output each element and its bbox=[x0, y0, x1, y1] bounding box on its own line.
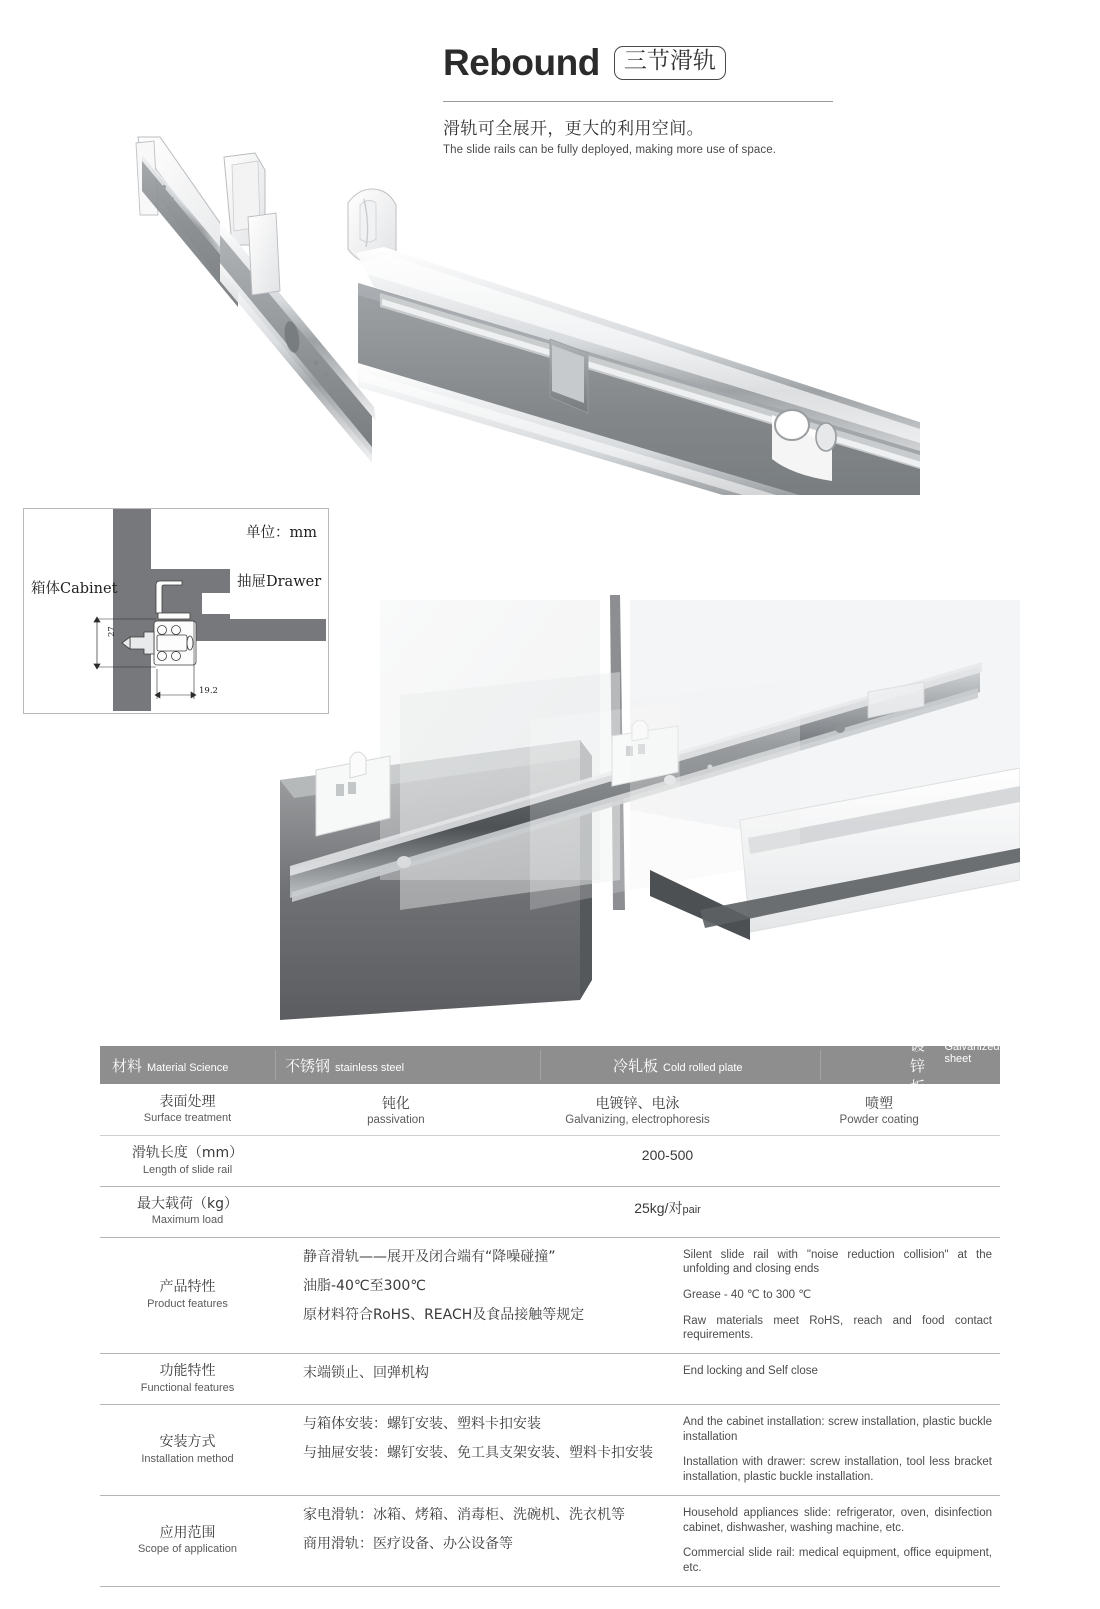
table-header-row bbox=[100, 1035, 1000, 1096]
feature-en-2: Grease - 40 ℃ to 300 ℃ bbox=[683, 1289, 812, 1302]
scope-of-application-cn bbox=[275, 1496, 675, 1586]
installation-photo bbox=[280, 580, 1020, 1020]
table-row bbox=[100, 1187, 1000, 1238]
surface-value-1: 钝化 passivation bbox=[367, 1096, 425, 1126]
install-cn-2: 与抽屉安装：螺钉安装、免工具支架安装、塑料卡扣安装 bbox=[303, 1445, 653, 1462]
specification-table bbox=[100, 1035, 1000, 1587]
table-row bbox=[100, 1354, 1000, 1405]
product-type-badge: 三节滑轨 bbox=[614, 46, 726, 79]
scope-en-2: Commercial slide rail: medical equipment, office equipment, etc. bbox=[683, 1547, 992, 1575]
surface-treatment-values bbox=[275, 1084, 1000, 1135]
header-galvanized-sheet: 镀锌板 Galvanized sheet bbox=[910, 1035, 1000, 1096]
scope-cn-1: 家电滑轨：冰箱、烤箱、消毒柜、洗碗机、洗衣机等 bbox=[303, 1506, 625, 1523]
feature-en-1: Silent slide rail with "noise reduction collision" at the unfolding and closing ends bbox=[683, 1248, 992, 1276]
max-load-main: 25kg/对 bbox=[634, 1199, 683, 1216]
product-features-en bbox=[675, 1238, 1000, 1354]
surface-value-2: 电镀锌、电泳 Galvanizing, electrophoresis bbox=[565, 1096, 710, 1126]
drawing-cabinet-label: 箱体Cabinet bbox=[31, 581, 118, 597]
feature-cn-2: 油脂-40℃至300℃ bbox=[303, 1277, 427, 1294]
dimension-horizontal-value: 19.2 bbox=[199, 686, 218, 696]
row-label-length: 滑轨长度（mm） Length of slide rail bbox=[131, 1145, 244, 1176]
product-features-cn bbox=[275, 1238, 675, 1354]
feature-en-3: Raw materials meet RoHS, reach and food contact requirements. bbox=[683, 1314, 992, 1342]
row-label-product-features: 产品特性 Product features bbox=[147, 1279, 228, 1310]
scope-cn-2: 商用滑轨：医疗设备、办公设备等 bbox=[303, 1536, 513, 1553]
drawing-drawer-label: 抽屉Drawer bbox=[237, 574, 322, 590]
table-row bbox=[100, 1136, 1000, 1187]
install-cn-1: 与箱体安装：螺钉安装、塑料卡扣安装 bbox=[303, 1415, 541, 1432]
scope-en-1: Household appliances slide: refrigerator, oven, disinfection cabinet, dishwasher, washing machine, etc. bbox=[683, 1506, 992, 1534]
max-load-value bbox=[275, 1187, 1000, 1237]
scope-of-application-en bbox=[675, 1496, 1000, 1586]
functional-features-cn bbox=[275, 1354, 675, 1404]
header-cold-rolled-plate: 冷轧板 Cold rolled plate bbox=[613, 1056, 743, 1075]
table-row bbox=[100, 1405, 1000, 1496]
feature-cn-1: 静音滑轨——展开及闭合端有“降噪碰撞” bbox=[303, 1248, 556, 1265]
installation-method-cn bbox=[275, 1405, 675, 1495]
header-material: 材料 Material Science bbox=[112, 1056, 229, 1075]
functional-features-en bbox=[675, 1354, 1000, 1404]
header-stainless-steel: 不锈钢 stainless steel bbox=[285, 1056, 405, 1075]
feature-cn-3: 原材料符合RoHS、REACH及食品接触等规定 bbox=[303, 1306, 585, 1323]
product-hero-image bbox=[120, 95, 920, 495]
row-label-installation-method: 安装方式 Installation method bbox=[141, 1434, 234, 1465]
outer-rail-segment bbox=[356, 247, 920, 495]
surface-value-3: 喷塑 Powder coating bbox=[839, 1096, 919, 1126]
row-label-functional-features: 功能特性 Functional features bbox=[140, 1363, 235, 1394]
length-value: 200-500 bbox=[641, 1147, 694, 1163]
installation-method-en bbox=[675, 1405, 1000, 1495]
row-label-surface-treatment: 表面处理 Surface treatment bbox=[143, 1093, 232, 1125]
row-label-max-load: 最大载荷（kg） Maximum load bbox=[137, 1195, 238, 1227]
title-row bbox=[443, 42, 833, 84]
dimension-vertical-value: 27 bbox=[107, 626, 117, 637]
page-title: Rebound bbox=[443, 42, 600, 83]
table-row bbox=[100, 1496, 1000, 1587]
row-label-scope-of-application: 应用范围 Scope of application bbox=[137, 1524, 238, 1556]
subtitle-cn: 滑轨可全展开，更大的利用空间。 bbox=[443, 119, 704, 139]
drawing-unit-label: 单位：mm bbox=[246, 525, 317, 541]
install-en-2: Installation with drawer: screw installation, tool less bracket installation, plastic buckle installation. bbox=[683, 1456, 992, 1484]
functional-cn-1: 末端锁止、回弹机构 bbox=[303, 1365, 429, 1382]
table-row bbox=[100, 1084, 1000, 1136]
functional-en-1: End locking and Self close bbox=[683, 1365, 818, 1378]
max-load-sub: pair bbox=[682, 1203, 701, 1216]
table-row bbox=[100, 1238, 1000, 1355]
subtitle-en: The slide rails can be fully deployed, making more use of space. bbox=[443, 144, 777, 156]
cabinet-panel bbox=[113, 509, 151, 711]
install-en-1: And the cabinet installation: screw installation, plastic buckle installation bbox=[683, 1415, 992, 1443]
